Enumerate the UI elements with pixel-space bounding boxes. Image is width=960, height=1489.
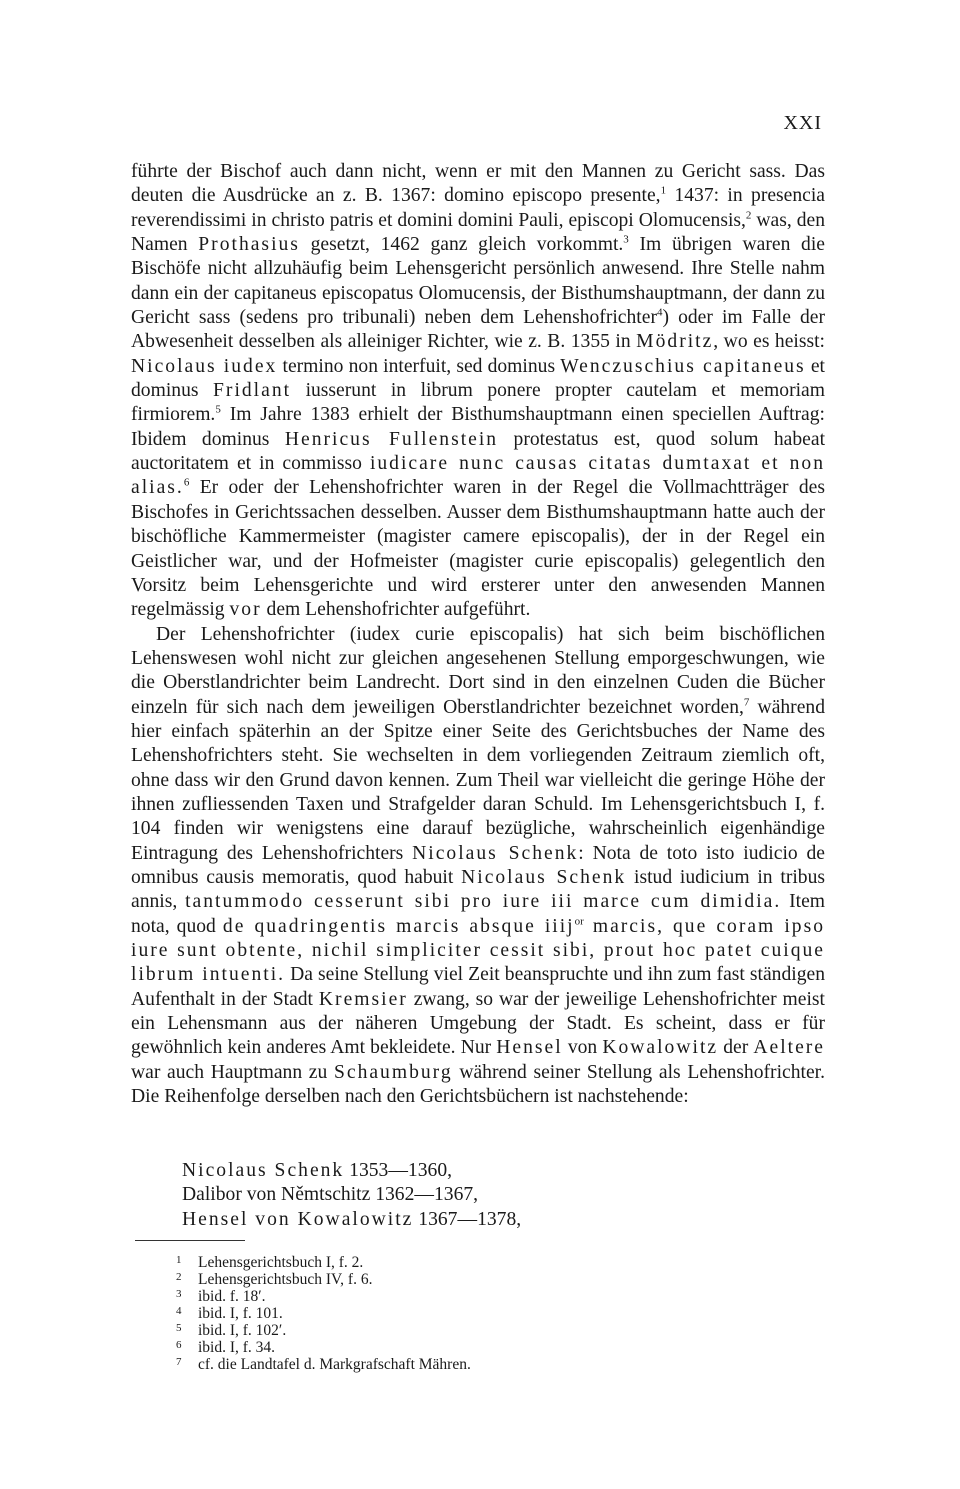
footnote-ref: 3 bbox=[623, 233, 629, 246]
footnote-text: ibid. f. 18′. bbox=[198, 1288, 266, 1305]
text-run: Da seine Stellung viel Zeit beanspruchte und ihn zum fast ständigen Aufenthalt in der Stadt bbox=[131, 964, 826, 1010]
judge-name: Hensel von Kowalowitz bbox=[182, 1208, 414, 1230]
spaced-word: vor bbox=[229, 599, 262, 621]
text-run: , wo es heisst: bbox=[713, 331, 826, 353]
footnote bbox=[176, 1356, 471, 1373]
footnote-ref: 2 bbox=[745, 209, 752, 222]
spaced-name: Nicolaus Schenk bbox=[461, 866, 627, 888]
spaced-name: Kremsier bbox=[318, 988, 408, 1010]
judge-name: Dalibor von Němtschitz bbox=[182, 1184, 371, 1206]
footnote bbox=[176, 1271, 471, 1288]
judge-years: 1362—1367, bbox=[375, 1184, 479, 1206]
text-run: führte der Bischof auch dann nicht, wenn er mit den Mannen zu Gericht sass. Das deuten die Ausdrücke an z. B. 1367: domino episcopo presente, bbox=[131, 161, 825, 207]
footnote-text: cf. die Landtafel d. Markgrafschaft Mähren. bbox=[198, 1356, 471, 1373]
spaced-name: Henricus Fullenstein bbox=[284, 428, 499, 450]
footnote bbox=[176, 1305, 471, 1322]
body-text bbox=[131, 160, 825, 1109]
judges-list bbox=[182, 1159, 521, 1232]
footnotes bbox=[176, 1254, 471, 1373]
footnote bbox=[176, 1254, 471, 1271]
footnote-ref: 7 bbox=[743, 696, 750, 709]
footnote-number: 3 bbox=[176, 1288, 182, 1300]
text-run: der bbox=[718, 1037, 754, 1059]
footnote-text: Lehensgerichtsbuch I, f. 2. bbox=[198, 1254, 364, 1271]
superscript-or: or bbox=[574, 915, 584, 928]
footnote-divider bbox=[135, 1240, 245, 1241]
text-run: iusserunt in librum ponere propter cautelam et memoriam firmiorem. bbox=[131, 380, 825, 426]
footnote-text: ibid. I, f. 34. bbox=[198, 1339, 276, 1356]
spaced-name: Mödritz bbox=[636, 331, 714, 353]
text-run: Item nota, quod bbox=[131, 891, 826, 937]
spaced-quote: iudicare nunc causas citatas dumtaxat et non alias. bbox=[131, 453, 825, 499]
spaced-name: Wenczuschius capitaneus bbox=[560, 355, 806, 377]
text-run: gesetzt, 1462 ganz gleich vorkommt. bbox=[299, 234, 624, 256]
judge-entry bbox=[182, 1183, 521, 1207]
text-run: termino non interfuit, sed dominus bbox=[277, 355, 561, 377]
judge-years: 1367—1378, bbox=[418, 1208, 522, 1230]
text-run: während hier einfach späterhin an der Spitze einer Seite des Gerichtsbuches der Name des Lehenshofrichters steht. Sie wechselten in dem vorliegenden Zeitraum ziemlich oft, ohne dass wir den Grund davon kennen. Zum Theil war vielleicht die geringe Höhe der ihnen zufliessenden Taxen und Strafgelder daran Schuld. Im Lehensgerichtsbuch I, f. 104 finden wir wenigstens eine darauf bezügliche, wahrscheinlich eigenhändige Eintragung des Lehenshofrichters bbox=[131, 696, 825, 864]
text-run: Der Lehenshofrichter (iudex curie episcopalis) hat sich beim bischöflichen Lehenswesen wohl nicht zur gleichen angesehenen Stellung emporgeschwungen, wie die Oberstlandrichter beim Landrecht. Dort sind in den einzelnen Cuden die Bücher einzeln für sich nach dem jeweiligen Oberstlandrichter bezeichnet worden, bbox=[131, 623, 825, 718]
judge-years: 1353—1360, bbox=[349, 1160, 453, 1181]
footnote-text: Lehensgerichtsbuch IV, f. 6. bbox=[198, 1271, 373, 1288]
footnote bbox=[176, 1339, 471, 1356]
footnote bbox=[176, 1288, 471, 1305]
spaced-name: Nicolaus Schenk bbox=[412, 842, 579, 864]
text-run: zwang, so war der jeweilige Lehenshofrichter meist ein Lehensmann aus der näheren Umgebung der Stadt. Es scheint, dass er für gewöhnlich kein anderes Amt bekleidete. Nur bbox=[131, 988, 825, 1059]
footnote bbox=[176, 1322, 471, 1339]
text-run: 1437: in presencia reverendissimi in christo patris et domini domini Pauli, episcopi Olomucensis, bbox=[131, 185, 825, 231]
judge-entry bbox=[182, 1208, 521, 1232]
spaced-quote: marcis, que coram ipso iure sunt obtente, nichil simpliciter cessit sibi, prout hoc patet cuique librum intuenti. bbox=[131, 915, 825, 986]
paragraph-1 bbox=[131, 160, 825, 623]
judge-entry bbox=[182, 1159, 521, 1183]
footnote-ref: 5 bbox=[215, 403, 221, 416]
text-run: dem Lehenshofrichter aufgeführt. bbox=[261, 599, 531, 621]
text-run: Im Jahre 1383 erhielt der Bisthumshauptmann einen speciellen Auftrag: Ibidem dominus bbox=[131, 404, 825, 450]
footnote-number: 4 bbox=[176, 1305, 182, 1317]
footnote-text: ibid. I, f. 102′. bbox=[198, 1322, 287, 1339]
spaced-name: Prothasius bbox=[198, 234, 300, 256]
paragraph-2 bbox=[131, 623, 825, 1110]
spaced-name: Fridlant bbox=[213, 380, 292, 402]
footnote-number: 5 bbox=[176, 1322, 182, 1334]
spaced-name: Nicolaus iudex bbox=[131, 355, 278, 377]
text-run: protestatus est, quod solum habeat auctoritatem et in commisso bbox=[131, 428, 826, 475]
spaced-quote: tantummodo cesserunt sibi pro iure iii marce cum dimidia. bbox=[185, 891, 782, 913]
footnote-number: 2 bbox=[176, 1271, 182, 1283]
text-run: : Nota de toto isto iudicio de omnibus causis memoratis, quod habuit bbox=[131, 842, 826, 888]
text-run: Im übrigen waren die Bischöfe nicht allzuhäufig beim Lehensgericht persönlich anwesend. Ihre Stelle nahm dann ein der capitaneus episcopatus Olomucensis, der Bisthumshauptmann, der dann zu Gericht sass (sedens pro tribunali) neben dem Lehenshofrichter bbox=[131, 234, 825, 329]
spaced-name: Aeltere bbox=[753, 1037, 825, 1059]
judge-name: Nicolaus Schenk bbox=[182, 1160, 345, 1181]
footnote-number: 6 bbox=[176, 1339, 182, 1351]
text-run: istud iudicium in tribus annis, bbox=[131, 866, 826, 913]
spaced-name: Schaumburg bbox=[333, 1061, 453, 1083]
text-run: während seiner Stellung als Lehenshofrichter. Die Reihenfolge derselben nach den Gerichtsbüchern ist nachstehende: bbox=[131, 1061, 825, 1108]
text-run: Er oder der Lehenshofrichter waren in der Regel die Vollmachtträger des Bischofes in Gerichtssachen desselben. Ausser dem Bisthumshauptmann hatte auch der bischöfliche Kammermeister (magister camere episcopalis), der in der Regel ein Geistlicher war, und der Hofmeister (magister curie episcopalis) gelegentlich den Vorsitz beim Lehensgerichte und wird ersterer unter den anwesenden Mannen regelmässig bbox=[131, 477, 825, 621]
footnote-number: 1 bbox=[176, 1254, 182, 1266]
text-run: et dominus bbox=[131, 355, 825, 402]
footnote-text: ibid. I, f. 101. bbox=[198, 1305, 283, 1322]
spaced-name: Kowalowitz bbox=[602, 1037, 719, 1059]
spaced-name: Hensel bbox=[496, 1037, 563, 1059]
footnote-ref: 6 bbox=[183, 476, 190, 489]
text-run: war auch Hauptmann zu bbox=[131, 1061, 334, 1083]
page-number: XXI bbox=[783, 112, 822, 134]
text-run: was, den Namen bbox=[131, 209, 825, 256]
footnote-ref: 4 bbox=[656, 306, 663, 319]
footnote-number: 7 bbox=[176, 1356, 182, 1368]
footnote-ref: 1 bbox=[660, 184, 667, 197]
text-run: von bbox=[562, 1037, 603, 1059]
spaced-quote: de quadringentis marcis absque iiij bbox=[222, 915, 575, 937]
text-run: ) oder im Falle der Abwesenheit desselben als alleiniger Richter, wie z. B. 1355 in bbox=[131, 307, 825, 353]
